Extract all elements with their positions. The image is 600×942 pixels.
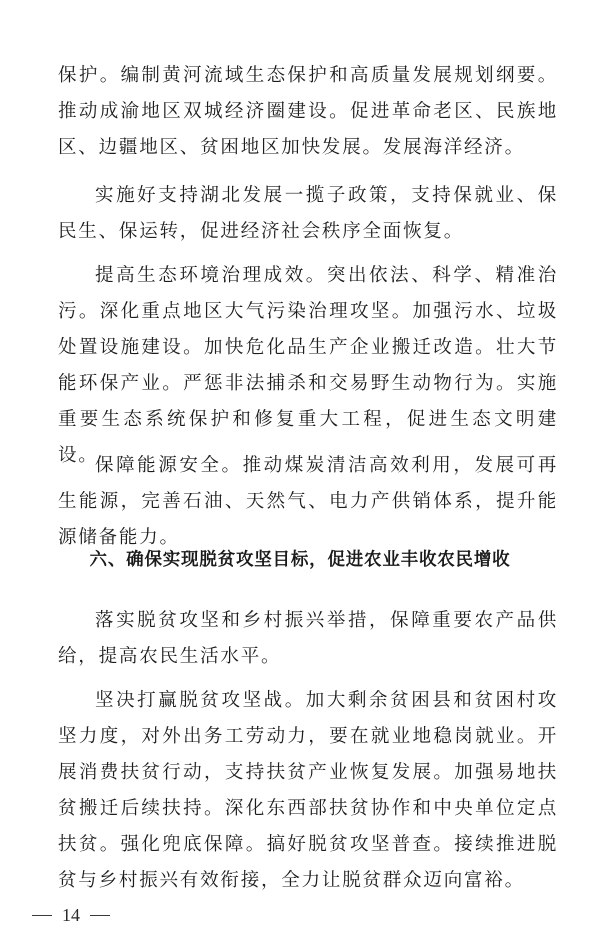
paragraph-energy-security: 保障能源安全。推动煤炭清洁高效利用，发展可再生能源，完善石油、天然气、电力产供销体系，提升能源储备能力。 [58,455,558,548]
page-number: 14 [62,905,80,925]
footer-dash-left [32,915,52,916]
section-heading: 六、确保实现脱贫攻坚目标，促进农业丰收农民增收 [89,550,511,570]
paragraph-poverty-alleviation: 坚决打赢脱贫攻坚战。加大剩余贫困县和贫困村攻坚力度，对外出务工劳动力，要在就业地稳岗就业。开展消费扶贫行动，支持扶贫产业恢复发展。加强易地扶贫搬迁后续扶持。深化东西部扶贫协作和中央单位定点扶贫。强化兜底保障。搞好脱贫攻坚普查。接续推进脱贫与乡村振兴有效衔接，全力让脱贫群众迈向富裕。 [58,690,558,891]
paragraph-rural-revitalization: 落实脱贫攻坚和乡村振兴举措，保障重要农产品供给，提高农民生活水平。 [58,610,558,667]
paragraph-hubei-support: 实施好支持湖北发展一揽子政策，支持保就业、保民生、保运转，促进经济社会秩序全面恢复。 [58,185,558,242]
paragraph-ecology-governance: 提高生态环境治理成效。突出依法、科学、精准治污。深化重点地区大气污染治理攻坚。加强污水、垃圾处置设施建设。加快危化品生产企业搬迁改造。壮大节能环保产业。严惩非法捕杀和交易野生动物行为。实施重要生态系统保护和修复重大工程，促进生态文明建设。 [58,265,558,466]
footer-dash-right [90,915,110,916]
page-footer [32,905,110,926]
paragraph-regional-development: 保护。编制黄河流域生态保护和高质量发展规划纲要。推动成渝地区双城经济圈建设。促进革命老区、民族地区、边疆地区、贫困地区加快发展。发展海洋经济。 [58,65,558,158]
